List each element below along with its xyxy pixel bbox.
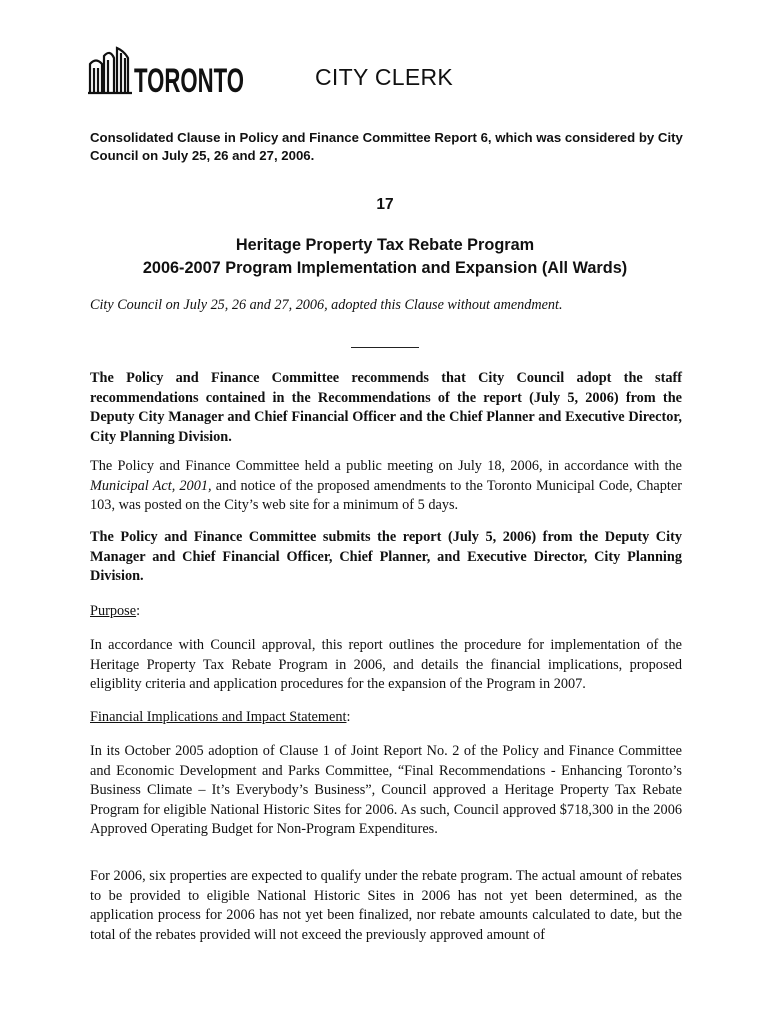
municipal-act-reference: Municipal Act, 2001, xyxy=(90,477,212,494)
logo-wordmark: TORONTO xyxy=(134,62,244,100)
clause-title-line-1: Heritage Property Tax Rebate Program xyxy=(235,236,535,254)
purpose-heading xyxy=(90,602,682,622)
financial-heading-text: Financial Implications and Impact Statement xyxy=(90,709,347,725)
financial-heading-colon: : xyxy=(346,709,351,725)
public-meeting-text-2: and notice of the proposed amendments to the Toronto Municipal Code, Chapter 103, was posted on the City’s web site for a minimum of 5 days. xyxy=(90,477,682,514)
committee-recommendation: The Policy and Finance Committee recommends that City Council adopt the staff recommendations contained in the Recommendations of the report (July 5, 2006) from the Deputy City Manager and Chief Financial Officer and the Chief Planner and Executive Director, City Planning Division. xyxy=(90,370,682,445)
separator-rule xyxy=(351,347,419,348)
report-submission: The Policy and Finance Committee submits the report (July 5, 2006) from the Deputy City Manager and Chief Financial Officer, Chief Planner, and Executive Director, City Planning Division. xyxy=(90,529,682,585)
council-adoption-note: City Council on July 25, 26 and 27, 2006, adopted this Clause without amendment. xyxy=(90,297,563,313)
rebates-paragraph: For 2006, six properties are expected to qualify under the rebate program. The actual amount of rebates to be provided to eligible National Historic Sites in 2006 has not yet been determined, as the application process for 2006 has not yet been finalized, nor rebate amounts calculated to date, but the total of the rebates provided will not exceed the previously approved amount of xyxy=(90,868,682,943)
city-of-toronto-logo xyxy=(88,44,248,100)
clause-heading: Consolidated Clause in Policy and Finance Committee Report 6, which was considered by City Council on July 25, 26 and 27, 2006. xyxy=(90,130,683,163)
purpose-heading-text: Purpose xyxy=(90,603,137,619)
purpose-paragraph: In accordance with Council approval, this report outlines the procedure for implementation of the Heritage Property Tax Rebate Program in 2006, and details the financial implications, proposed eligiblity criteria and application procedures for the expansion of the Program in 2007. xyxy=(90,637,682,693)
clause-number: 17 xyxy=(376,196,394,213)
office-name: CITY CLERK xyxy=(315,64,454,90)
purpose-heading-colon: : xyxy=(136,603,141,619)
financial-heading xyxy=(90,708,682,728)
financial-implications-paragraph: In its October 2005 adoption of Clause 1 of Joint Report No. 2 of the Policy and Finance Committee and Economic Development and Parks Committee, “Final Recommendations - Enhancing Toronto’s Business Climate – It’s Everybody’s Business”, Council approved a Heritage Property Tax Rebate Program for eligible National Historic Sites for 2006. As such, Council approved $718,300 in the 2006 Approved Operating Budget for Non-Program Expenditures. xyxy=(90,743,682,838)
toronto-city-hall-icon xyxy=(88,44,248,100)
clause-title-line-2: 2006-2007 Program Implementation and Expansion (All Wards) xyxy=(142,259,628,277)
public-meeting-text-1: The Policy and Finance Committee held a public meeting on July 18, 2006, in accordance with the xyxy=(90,458,682,474)
public-meeting-paragraph xyxy=(90,457,682,516)
clause-title xyxy=(0,234,770,280)
